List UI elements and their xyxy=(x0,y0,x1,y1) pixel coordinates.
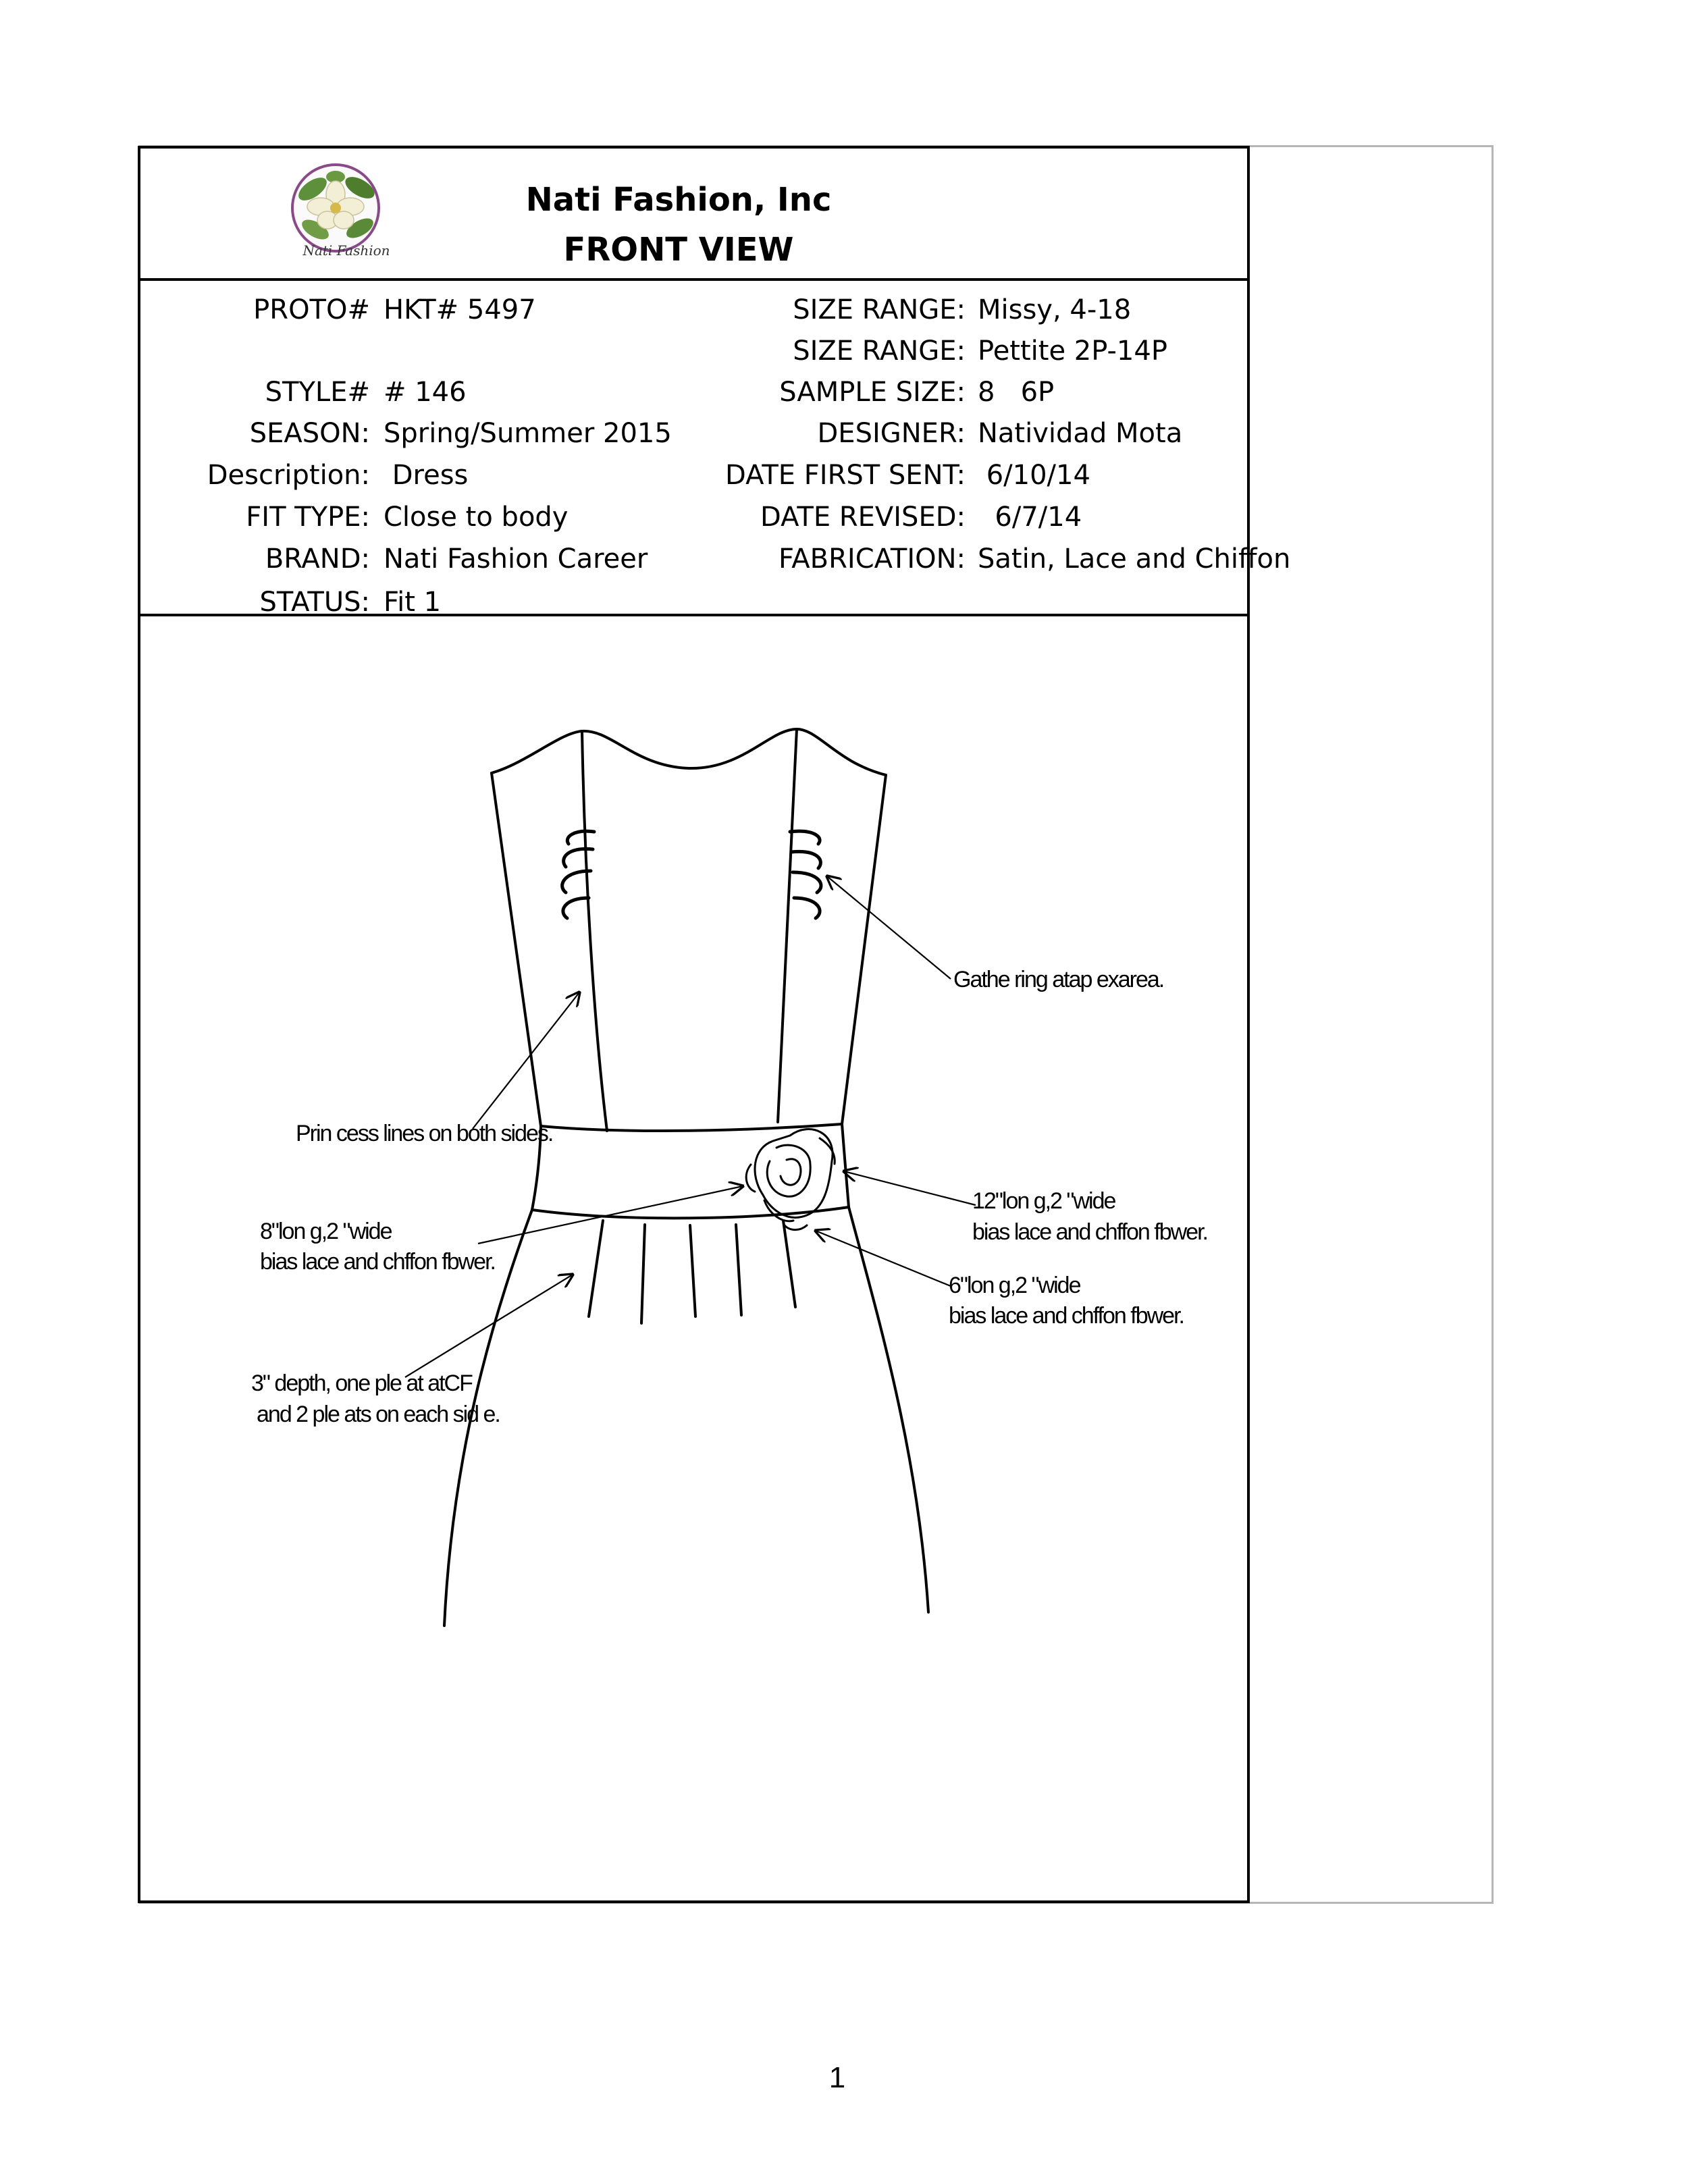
fit-type-value: Close to body xyxy=(384,502,569,533)
brand-value: Nati Fashion Career xyxy=(384,543,648,575)
date-revised-value: 6/7/14 xyxy=(978,502,1082,533)
right-princess-line xyxy=(778,729,797,1122)
size-range-label: SIZE RANGE: xyxy=(793,294,966,325)
pleat-line xyxy=(783,1221,795,1307)
flower-6-leader xyxy=(816,1231,951,1286)
season-value: Spring/Summer 2015 xyxy=(384,418,672,449)
status-value: Fit 1 xyxy=(384,587,442,618)
gathering-leader xyxy=(827,876,951,979)
brand-label: BRAND: xyxy=(265,543,370,575)
pleat-line xyxy=(641,1225,645,1323)
date-revised-label: DATE REVISED: xyxy=(760,502,966,533)
proto-value: HKT# 5497 xyxy=(384,294,536,325)
season-label: SEASON: xyxy=(249,418,370,449)
designer-label: DESIGNER: xyxy=(817,418,966,449)
flower-12-leader xyxy=(844,1171,976,1205)
pleat-note-line2: and 2 ple ats on each sid e. xyxy=(257,1402,500,1427)
sample-size-value: 8 6P xyxy=(978,377,1055,408)
style-label: STYLE# xyxy=(265,377,370,408)
flower-8-note-line2: bias lace and chffon fbwer. xyxy=(260,1249,495,1275)
right-skirt-seam xyxy=(849,1207,928,1612)
flower-12-note-line1: 12"lon g,2 "wide xyxy=(972,1188,1115,1214)
fabrication-value: Satin, Lace and Chiffon xyxy=(978,543,1291,575)
company-name: Nati Fashion, Inc xyxy=(525,181,832,219)
flower-12-note-line2: bias lace and chffon fbwer. xyxy=(972,1219,1207,1245)
sample-size-label: SAMPLE SIZE: xyxy=(779,377,966,408)
left-princess-line xyxy=(582,731,607,1131)
logo-text: Nati Fashion xyxy=(302,242,390,259)
pleat-line xyxy=(589,1221,603,1316)
flower-8-leader xyxy=(478,1186,743,1244)
size-range-value: Missy, 4-18 xyxy=(978,294,1132,325)
neckline xyxy=(492,729,886,775)
right-side-seam xyxy=(842,775,886,1124)
designer-value: Natividad Mota xyxy=(978,418,1183,449)
pleat-line xyxy=(690,1225,695,1316)
description-value: Dress xyxy=(384,460,469,491)
status-label: STATUS: xyxy=(259,587,370,618)
fit-type-label: FIT TYPE: xyxy=(246,502,370,533)
flower-6-note-line2: bias lace and chffon fbwer. xyxy=(949,1303,1184,1329)
waistband-top xyxy=(541,1124,842,1131)
fabrication-label: FABRICATION: xyxy=(778,543,966,575)
pleat-note-line1: 3" depth, one ple at atCF xyxy=(251,1370,472,1396)
size-range-petite-value: Pettite 2P-14P xyxy=(978,336,1167,367)
date-first-sent-value: 6/10/14 xyxy=(978,460,1090,491)
size-range-petite-label: SIZE RANGE: xyxy=(793,336,966,367)
view-title: FRONT VIEW xyxy=(563,231,794,269)
princess-note: Prin cess lines on both sides. xyxy=(296,1121,553,1146)
proto-label: PROTO# xyxy=(253,294,370,325)
description-label: Description: xyxy=(207,460,370,491)
date-first-sent-label: DATE FIRST SENT: xyxy=(724,460,966,491)
style-value: # 146 xyxy=(384,377,467,408)
flower-6-note-line1: 6"lon g,2 "wide xyxy=(949,1273,1080,1298)
right-gathering xyxy=(790,831,821,918)
page-number: 1 xyxy=(828,2061,846,2094)
gathering-note: Gathe ring atap exarea. xyxy=(953,967,1164,992)
flower-8-note-line1: 8"lon g,2 "wide xyxy=(260,1219,392,1244)
pleat-line xyxy=(736,1225,741,1315)
pleat-leader xyxy=(405,1275,573,1377)
